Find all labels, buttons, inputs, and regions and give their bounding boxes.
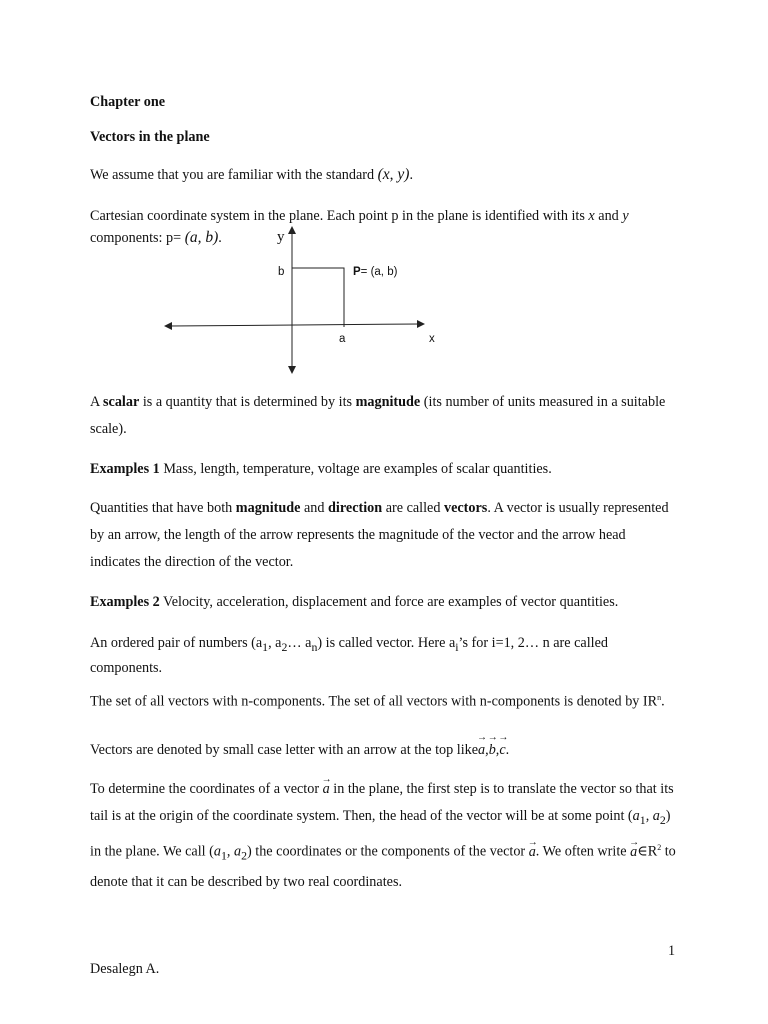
paragraph-vectors: Quantities that have both magnitude and direction are called vectors. A vector is usually represented by an arrow, the length of the arrow represents the magnitude of the vector and the arrow head indicates the direction of the vector. <box>90 500 669 570</box>
b-label: b <box>278 266 285 278</box>
paragraph-scalar: A scalar is a quantity that is determined by its magnitude (its number of units measured in a suitable scale). <box>90 394 666 437</box>
examples-2: Examples 2 Velocity, acceleration, displacement and force are examples of vector quantities. <box>90 594 619 610</box>
y-axis-bottom-arrow <box>288 366 296 374</box>
author: Desalegn A. <box>90 961 160 977</box>
paragraph-coordinates: To determine the coordinates of a vector → a in the plane, the first step is to translate the vector so that its tail is at the origin of the coordinate system. Then, the head of the vector will be at some point ($a_1$, $a_2$) in the plane. We call ($a_1$, $a_2$) the coordinates or the components of the vector → a. We often write → $a\in R^2$ to denote that it can be described by two real coordinates. <box>90 776 682 896</box>
x-axis-left-arrow <box>164 322 172 330</box>
y-axis-label: y <box>277 229 285 245</box>
a-label: a <box>339 333 346 345</box>
chapter-title: Chapter one <box>90 94 166 110</box>
x-axis <box>170 324 420 326</box>
point-label: P= (a, b) <box>353 266 398 278</box>
paragraph-intro: We assume that you are familiar with the standard (x, y). <box>90 166 414 183</box>
section-title: Vectors in the plane <box>90 129 210 145</box>
point-projection <box>292 268 344 327</box>
x-axis-right-arrow <box>417 320 425 328</box>
x-axis-label: x <box>429 333 435 345</box>
paragraph-set-of-vectors: The set of all vectors with n-components. The set of all vectors with n-components is denoted by $IR^n$. <box>90 693 665 710</box>
paragraph-notation: Vectors are denoted by small case letter with an arrow at the top like→ a,→ b,→ c. <box>90 742 690 759</box>
page-number: 1 <box>668 943 676 959</box>
paragraph-ordered-pair: An ordered pair of numbers ($a_1$, $a_2\dots$ $a_n$) is called vector. Here $a_i’s$ for i=1, 2… n are called components. <box>90 635 608 676</box>
examples-1: Examples 1 Mass, length, temperature, voltage are examples of scalar quantities. <box>90 461 552 477</box>
paragraph-cartesian: Cartesian coordinate system in the plane. Each point p in the plane is identified with its x and y components: p= (a, b). <box>90 208 629 246</box>
y-axis-top-arrow <box>288 226 296 234</box>
